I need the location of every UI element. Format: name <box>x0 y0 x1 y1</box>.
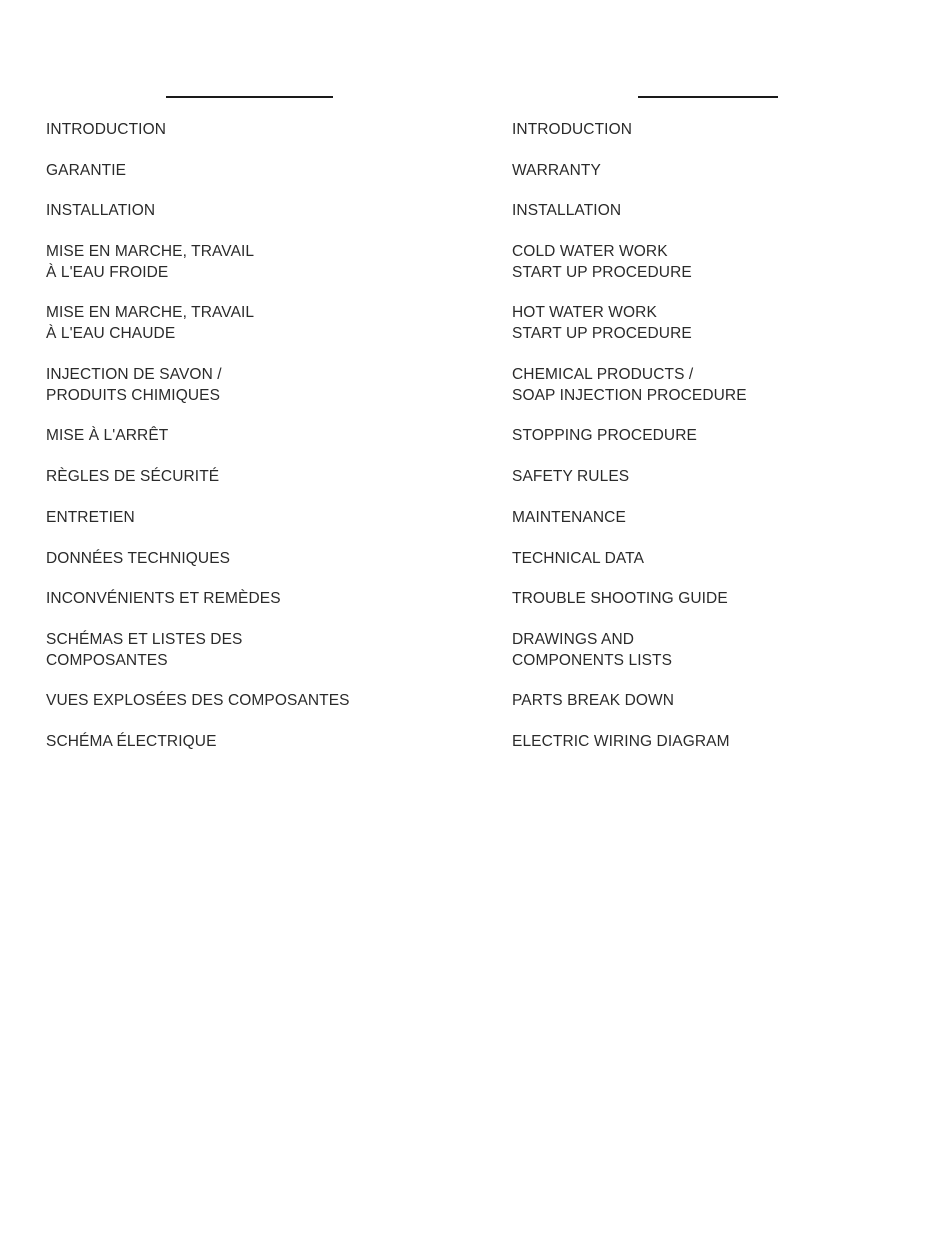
toc-entry-french <box>46 161 126 182</box>
toc-entry-french <box>46 120 166 141</box>
toc-entry-english <box>512 426 697 447</box>
toc-entry-text: PARTS BREAK DOWN <box>512 692 675 709</box>
toc-entry-text: SAFETY RULES <box>512 468 630 485</box>
toc-entry-english <box>512 549 644 570</box>
toc-entry-text: GARANTIE <box>46 162 127 179</box>
toc-entry-text: INSTALLATION <box>46 202 156 219</box>
toc-entry-text: DONNÉES TECHNIQUES <box>46 550 231 567</box>
toc-entry-text: COMPOSANTES <box>46 651 168 669</box>
toc-entry-text: INTRODUCTION <box>512 121 633 138</box>
toc-entry-text: COMPONENTS LISTS <box>512 651 673 669</box>
toc-entry-french <box>46 630 242 671</box>
toc-entry-text: COLD WATER WORK <box>512 243 668 260</box>
toc-entry-text: CHEMICAL PRODUCTS / <box>512 366 694 383</box>
toc-entry-text: MISE À L'ARRÊT <box>46 427 169 444</box>
toc-entry-text: DRAWINGS AND <box>512 631 635 648</box>
toc-entry-english <box>512 630 672 671</box>
toc-entry-english <box>512 161 601 182</box>
toc-entry-text: SOAP INJECTION PROCEDURE <box>512 386 747 404</box>
toc-entry-text: À L'EAU CHAUDE <box>46 324 176 342</box>
french-heading-rule <box>166 96 333 98</box>
toc-entry-french <box>46 365 222 406</box>
toc-entry-text: MAINTENANCE <box>512 509 626 526</box>
toc-entry-french <box>46 691 350 712</box>
toc-entry-french <box>46 242 254 283</box>
toc-entry-text: INJECTION DE SAVON / <box>46 366 222 383</box>
toc-entry-english <box>512 303 692 344</box>
toc-entry-text: START UP PROCEDURE <box>512 324 692 342</box>
toc-entry-text: START UP PROCEDURE <box>512 263 692 281</box>
toc-entry-french <box>46 549 230 570</box>
toc-entry-text: VUES EXPLOSÉES DES COMPOSANTES <box>46 692 350 709</box>
toc-entry-english <box>512 732 730 753</box>
toc-entry-text: ELECTRIC WIRING DIAGRAM <box>512 733 730 750</box>
toc-entry-french <box>46 508 135 529</box>
toc-entry-text: RÈGLES DE SÉCURITÉ <box>46 468 220 485</box>
toc-entry-english <box>512 365 747 406</box>
english-heading-rule <box>638 96 778 98</box>
toc-entry-text: MISE EN MARCHE, TRAVAIL <box>46 243 255 260</box>
toc-entry-english <box>512 589 728 610</box>
toc-entry-text: À L'EAU FROIDE <box>46 263 169 281</box>
toc-entry-english <box>512 467 629 488</box>
toc-entry-english <box>512 201 621 222</box>
toc-entry-text: ENTRETIEN <box>46 509 135 526</box>
toc-entry-text: INCONVÉNIENTS ET REMÈDES <box>46 590 281 607</box>
toc-entry-french <box>46 589 281 610</box>
toc-entry-english <box>512 242 692 283</box>
toc-entry-text: MISE EN MARCHE, TRAVAIL <box>46 304 255 321</box>
toc-entry-french <box>46 467 219 488</box>
toc-entry-english <box>512 508 626 529</box>
toc-entry-text: SCHÉMAS ET LISTES DES <box>46 631 243 648</box>
toc-entry-english <box>512 120 632 141</box>
toc-entry-french <box>46 732 217 753</box>
toc-entry-text: PRODUITS CHIMIQUES <box>46 386 221 404</box>
toc-entry-text: TROUBLE SHOOTING GUIDE <box>512 590 728 607</box>
toc-entry-text: WARRANTY <box>512 162 601 179</box>
toc-entry-french <box>46 201 155 222</box>
toc-entry-english <box>512 691 674 712</box>
toc-entry-text: TECHNICAL DATA <box>512 550 645 567</box>
toc-entry-french <box>46 303 254 344</box>
toc-entry-text: SCHÉMA ÉLECTRIQUE <box>46 733 217 750</box>
toc-entry-text: HOT WATER WORK <box>512 304 657 321</box>
toc-entry-text: INTRODUCTION <box>46 121 167 138</box>
toc-entry-text: INSTALLATION <box>512 202 622 219</box>
toc-entry-french <box>46 426 168 447</box>
toc-entry-text: STOPPING PROCEDURE <box>512 427 697 444</box>
